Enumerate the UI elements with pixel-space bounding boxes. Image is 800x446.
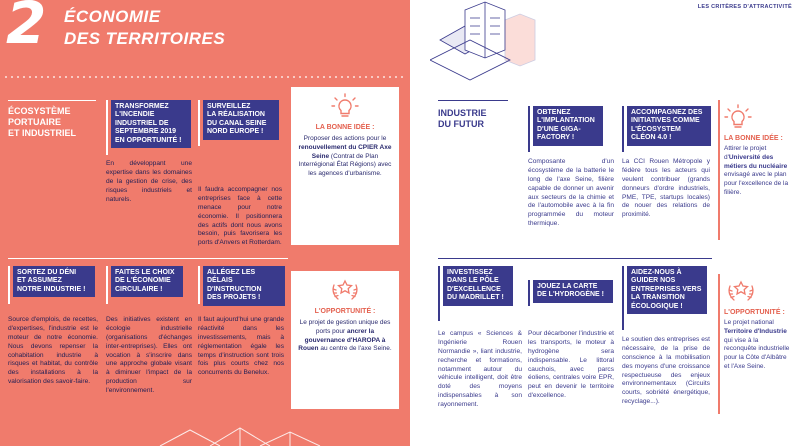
- body-jouez: Pour décarboner l'industrie et les transports, le moteur à hydrogène sera indispensable. Le littoral cauchois, avec parcs éoliens, centrales voire EPR, peut en devenir le territoire d'excellence.: [528, 330, 614, 400]
- tag-accompagnez: ACCOMPAGNEZ DES INITIATIVES COMME L'ÉCOSYSTEM CLÉON 4.0 !: [627, 106, 711, 146]
- tag-surveillez: SURVEILLEZ LA RÉALISATION DU CANAL SEINE NORD EUROPE !: [203, 100, 279, 140]
- section-label-industrie: INDUSTRIE DU FUTUR: [438, 108, 487, 129]
- idea-text-left: Proposer des actions pour le renouvellement du CPIER Axe Seine (Contrat de Plan Interrégional État Régions) avec les agences d'urbanisme.: [298, 135, 392, 178]
- tag-aidez-nous: AIDEZ-NOUS À GUIDER NOS ENTREPRISES VERS LA TRANSITION ÉCOLOGIQUE !: [627, 266, 707, 314]
- body-investissez: Le campus « Sciences & Ingénierie Rouen Normandie », liant industrie, recherche et formations, notamment autour du véhicule intelligent, doit être doté des moyens indispensables à son rayonnement.: [438, 330, 522, 409]
- isometric-city-illustration: [150, 410, 350, 446]
- chapter-title: ÉCONOMIE DES TERRITOIRES: [64, 7, 226, 49]
- tag-transformez: TRANSFORMEZ L'INCENDIE INDUSTRIEL DE SEPTEMBRE 2019 EN OPPORTUNITÉ !: [111, 100, 191, 148]
- body-sortez: Source d'emplois, de recettes, d'expertises, l'industrie est le moteur de notre économie. Nous devons repenser la cohabitation industrie à risques et habitat, du contrôle des installations à la valorisation des savoir-faire.: [8, 316, 98, 386]
- chapter-number: 2: [6, 0, 47, 57]
- opportunity-box-left: [290, 270, 400, 410]
- idea-box-right: [718, 100, 796, 240]
- tag-allegez: ALLÉGEZ LES DÉLAIS D'INSTRUCTION DES PROJETS !: [203, 266, 285, 306]
- idea-box-left: [290, 86, 400, 246]
- opportunity-title-right: L'OPPORTUNITÉ :: [724, 309, 785, 316]
- decorative-dots: [0, 72, 410, 82]
- laurel-star-icon: [724, 278, 792, 306]
- lightbulb-icon: [296, 93, 394, 121]
- body-allegez: Il faut aujourd'hui une grande réactivité dans les investissements, mais à réglementation égale les temps d'instruction sont trois fois plus courts chez nos concurrents du Benelux.: [198, 316, 284, 377]
- idea-text-right: Attirer le projet d'Université des métiers du nucléaire envisagé avec le plan pour l'excellence de la filière.: [724, 145, 789, 196]
- tag-investissez: INVESTISSEZ DANS LE PÔLE D'EXCELLENCE DU MADRILLET !: [443, 266, 513, 306]
- body-surveillez: Il faudra accompagner nos entreprises face à cette menace pour notre économie. Il positionnera des actifs dont nous avons besoin, puis favorisera les ports d'Anvers et Rotterdam.: [198, 186, 282, 247]
- section-label-ecosystem: ÉCOSYSTÈME PORTUAIRE ET INDUSTRIEL: [8, 106, 77, 138]
- idea-title-right: LA BONNE IDÉE :: [724, 135, 783, 142]
- opportunity-box-right: [718, 274, 796, 414]
- laurel-star-icon: [296, 277, 394, 305]
- section-rule: [8, 100, 96, 101]
- idea-title-left: LA BONNE IDÉE :: [315, 124, 375, 131]
- isometric-city-illustration: [430, 0, 540, 82]
- body-aidez-nous: Le soutien des entreprises est nécessaire, de la prise de conscience à la mobilisation des moyens d'une croissance respectueuse des enjeux environnementaux (Circuits courts, sobriété énergétique, recyclage...).: [622, 336, 710, 406]
- body-accompagnez: La CCI Rouen Métropole y fédère tous les acteurs qui veulent contribuer (grands donneurs d'ordre industriels, PME, TPE, startups locales) de nouer des relations de proximité.: [622, 158, 710, 219]
- body-transformez: En développant une expertise dans les domaines de la gestion de crise, des risques industriels et naturels.: [106, 160, 192, 203]
- tag-obtenez: OBTENEZ L'IMPLANTATION D'UNE GIGA- FACTORY !: [533, 106, 603, 146]
- tag-sortez: SORTEZ DU DÉNI ET ASSUMEZ NOTRE INDUSTRIE !: [13, 266, 95, 297]
- right-page: [410, 0, 800, 446]
- body-obtenez: Composante d'un écosystème de la batterie le long de l'axe Seine, filière capable de donner un avenir aux secteurs de la chimie et de l'automobile avec à la fin programmée du moteur thermique.: [528, 158, 614, 228]
- tag-jouez: JOUEZ LA CARTE DE L'HYDROGÈNE !: [533, 280, 613, 303]
- tag-faites: FAITES LE CHOIX DE L'ÉCONOMIE CIRCULAIRE !: [111, 266, 183, 297]
- opportunity-text-left: Le projet de gestion unique des ports pour ancrer la gouvernance d'HAROPA à Rouen au centre de l'axe Seine.: [298, 319, 392, 353]
- opportunity-text-right: Le projet national Territoire d'Industrie qui vise à la reconquête industrielle pour la Côte d'Albâtre et l'Axe Seine.: [724, 319, 790, 370]
- lightbulb-icon: [724, 104, 792, 132]
- opportunity-title-left: L'OPPORTUNITÉ :: [314, 308, 376, 315]
- running-header: LES CRITÈRES D'ATTRACTIVITÉ: [697, 4, 792, 10]
- body-faites: Des initiatives existent en écologie industrielle (organisations d'échanges inter-entreprises). Elles ont vocation à s'inscrire dans une approche globale visant à diminuer l'impact de la production sur l'environnement.: [106, 316, 192, 395]
